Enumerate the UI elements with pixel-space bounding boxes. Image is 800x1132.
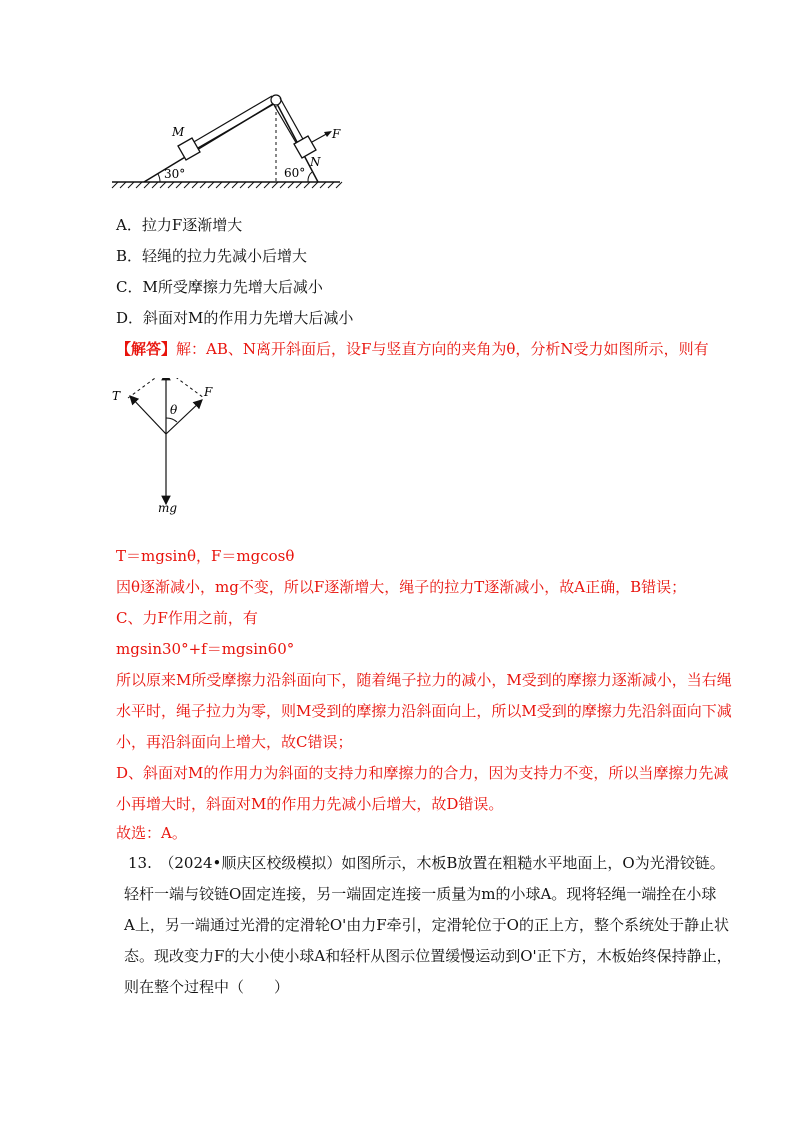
answer-intro-text: 解：AB、N离开斜面后，设F与竖直方向的夹角为θ，分析N受力如图所示，则有 bbox=[176, 340, 709, 358]
angle-left-label: 30° bbox=[164, 167, 186, 181]
answer-line: T＝mgsinθ，F＝mgcosθ bbox=[116, 547, 295, 565]
label-f2: F bbox=[204, 385, 213, 399]
label-n: N bbox=[310, 155, 321, 169]
label-theta: θ bbox=[170, 403, 178, 417]
option-c: C．M所受摩擦力先增大后减小 bbox=[116, 278, 323, 296]
option-d: D．斜面对M的作用力先增大后减小 bbox=[116, 309, 354, 327]
label-m: M bbox=[172, 125, 185, 139]
question-13-line: 则在整个过程中（ ） bbox=[124, 978, 290, 996]
question-13-line: 13. （2024•顺庆区校级模拟）如图所示，木板B放置在粗糙水平地面上，O为光滑铰链。 bbox=[128, 854, 725, 872]
option-a: A．拉力F逐渐增大 bbox=[116, 216, 243, 234]
answer-line: mgsin30°+f＝mgsin60° bbox=[116, 640, 295, 658]
answer-intro bbox=[116, 338, 709, 359]
answer-conclusion: 故选：A。 bbox=[116, 824, 187, 842]
answer-line: C、力F作用之前，有 bbox=[116, 609, 258, 627]
answer-tag: 【解答】 bbox=[116, 340, 177, 358]
answer-line: 所以原来M所受摩擦力沿斜面向下，随着绳子拉力的减小，M受到的摩擦力逐渐减小，当右绳 bbox=[116, 671, 732, 689]
incline-diagram bbox=[108, 86, 348, 196]
question-13-line: A上，另一端通过光滑的定滑轮O'由力F牵引，定滑轮位于O的正上方，整个系统处于静止状 bbox=[124, 916, 729, 934]
question-13-line: 态。现改变力F的大小使小球A和轻杆从图示位置缓慢运动到O'正下方，木板始终保持静止， bbox=[124, 947, 732, 965]
answer-line: D、斜面对M的作用力为斜面的支持力和摩擦力的合力，因为支持力不变，所以当摩擦力先减 bbox=[116, 764, 729, 782]
question-13-line: 轻杆一端与铰链O固定连接，另一端固定连接一质量为m的小球A。现将轻绳一端拴在小球 bbox=[124, 885, 717, 903]
label-f: F bbox=[332, 127, 341, 141]
answer-line: 因θ逐渐减小，mg不变，所以F逐渐增大，绳子的拉力T逐渐减小，故A正确，B错误； bbox=[116, 578, 687, 596]
answer-line: 水平时，绳子拉力为零，则M受到的摩擦力沿斜面向上，所以M受到的摩擦力先沿斜面向下减 bbox=[116, 702, 732, 720]
label-t: T bbox=[112, 389, 121, 403]
option-b: B．轻绳的拉力先减小后增大 bbox=[116, 247, 308, 265]
label-mg: mg bbox=[158, 501, 178, 515]
angle-right-label: 60° bbox=[284, 166, 306, 180]
answer-line: 小再增大时，斜面对M的作用力先减小后增大，故D错误。 bbox=[116, 795, 504, 813]
force-diagram bbox=[108, 378, 218, 518]
answer-line: 小，再沿斜面向上增大，故C错误； bbox=[116, 733, 353, 751]
